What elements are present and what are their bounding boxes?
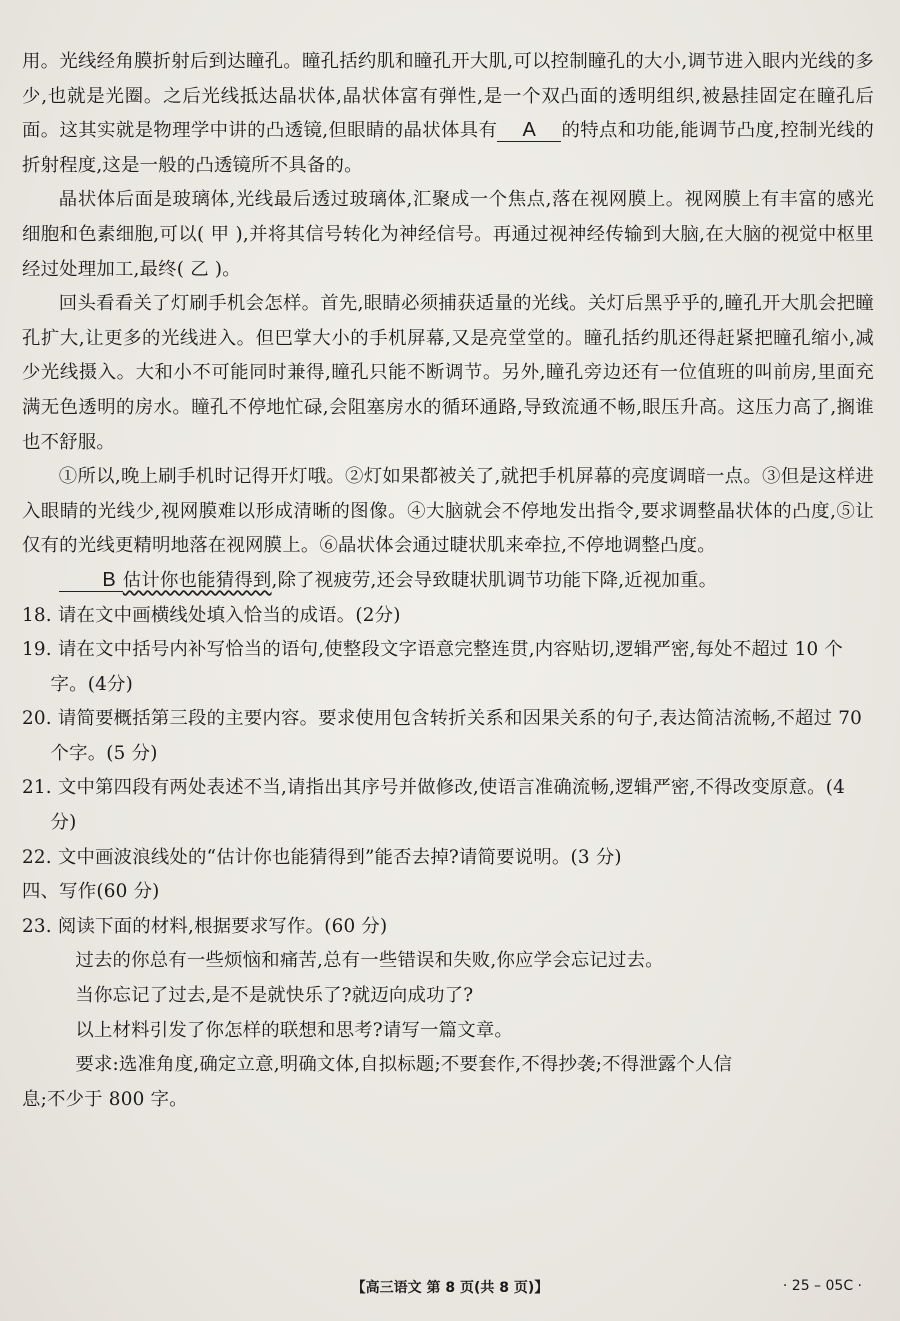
paragraph-5-after: ,除了视疲劳,还会导致睫状肌调节功能下降,近视加重。 [271,569,718,591]
requirements-line-1: 要求:选准角度,确定立意,明确文体,自拟标题;不要套作,不得抄袭;不得泄露个人信 [75,1054,733,1076]
writing-requirements [22,1048,874,1117]
question-22: 22. 文中画波浪线处的“估计你也能猜得到”能否去掉?请简要说明。(3 分) [22,846,622,868]
paragraph-1-after: 的特点和功能,能调节凸度,控制光线的折射程度,这是一般的凸透镜所不具备的。 [22,120,874,176]
wavy-underlined-phrase: 估计你也能猜得到 [122,569,272,591]
question-20: 20. 请简要概括第三段的主要内容。要求使用包含转折关系和因果关系的句子,表达简洁流畅,不超过 70 个字。(5 分) [22,708,863,764]
page-footer: 【高三语文 第 8 页(共 8 页)】 [351,1280,549,1296]
paragraph-3: 回头看看关了灯刷手机会怎样。首先,眼睛必须捕获适量的光线。关灯后黑乎乎的,瞳孔开大肌会把瞳孔扩大,让更多的光线进入。但巴掌大小的手机屏幕,又是亮堂堂的。瞳孔括约肌还得赶紧把瞳孔缩小,减少光线摄入。大和小不可能同时兼得,瞳孔只能不断调节。另外,瞳孔旁边还有一位值班的叫前房,里面充满无色透明的房水。瞳孔不停地忙碌,会阻塞房水的循环通路,导致流通不畅,眼压升高。这压力高了,搁谁也不舒服。 [22,293,874,453]
paper-code: · 25 – 05C · [782,1278,862,1294]
question-18: 18. 请在文中画横线处填入恰当的成语。(2分) [22,604,401,626]
paragraph-1-text: 用。光线经角膜折射后到达瞳孔。瞳孔括约肌和瞳孔开大肌,可以控制瞳孔的大小,调节进入眼内光线的多少,也就是光圈。之后光线抵达晶状体,晶状体富有弹性,是一个双凸面的透明组织,被悬挂固定在瞳孔后面。这其实就是物理学中讲的凸透镜,但眼睛的晶状体具有 [22,51,874,142]
paragraph-2: 晶状体后面是玻璃体,光线最后透过玻璃体,汇聚成一个焦点,落在视网膜上。视网膜上有丰富的感光细胞和色素细胞,可以( 甲 ),并将其信号转化为神经信号。再通过视神经传输到大脑,在大脑的视觉中枢里经过处理加工,最终( 乙 )。 [22,189,874,280]
requirements-line-2: 息;不少于 800 字。 [22,1088,188,1110]
paragraph-5 [22,564,874,599]
paragraph-1 [22,45,874,183]
question-23: 23. 阅读下面的材料,根据要求写作。(60 分) [22,915,388,937]
blank-b: B [59,569,123,592]
material-line-2: 当你忘记了过去,是不是就快乐了?就迈向成功了? [75,985,474,1007]
question-21: 21. 文中第四段有两处表述不当,请指出其序号并做修改,使语言准确流畅,逻辑严密,不得改变原意。(4 分) [22,777,845,834]
question-19: 19. 请在文中括号内补写恰当的语句,使整段文字语意完整连贯,内容贴切,逻辑严密,每处不超过 10 个字。(4分) [22,639,844,695]
section-heading-writing: 四、写作(60 分) [22,881,160,903]
paragraph-4: ①所以,晚上刷手机时记得开灯哦。②灯如果都被关了,就把手机屏幕的亮度调暗一点。③但是这样进入眼睛的光线少,视网膜难以形成清晰的图像。④大脑就会不停地发出指令,要求调整晶状体的凸度,⑤让仅有的光线更精明地落在视网膜上。⑥晶状体会通过睫状肌来牵拉,不停地调整凸度。 [22,466,874,557]
blank-a: A [497,119,561,142]
writing-instruction: 以上材料引发了你怎样的联想和思考?请写一篇文章。 [75,1019,514,1041]
material-line-1: 过去的你总有一些烦恼和痛苦,总有一些错误和失败,你应学会忘记过去。 [75,950,664,972]
page-body [22,45,874,1117]
